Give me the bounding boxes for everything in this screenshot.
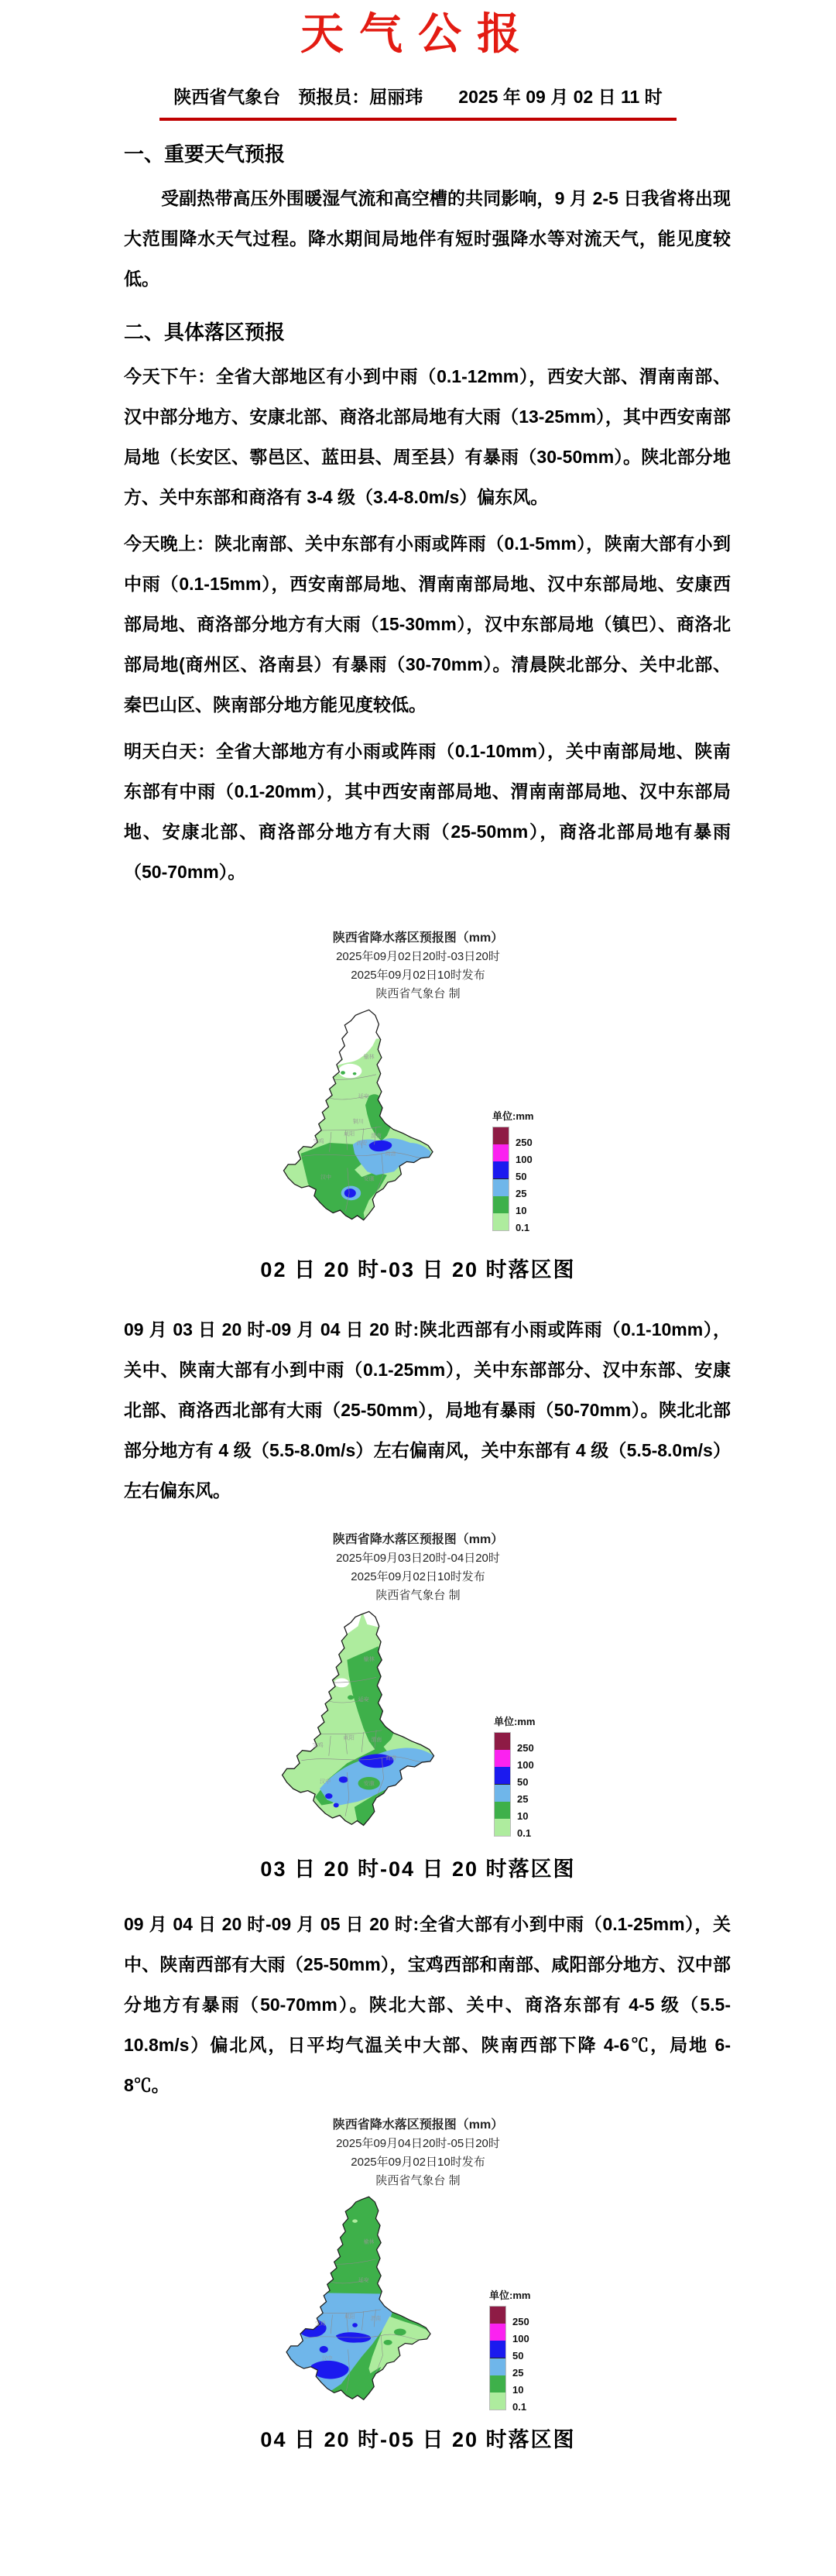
shaanxi-precip-map-2 [274,1610,457,1838]
map-city-label: 铜川 [352,1119,364,1125]
map3-issued: 2025年09月02日10时发布 [351,2156,485,2169]
map-city-label: 延安 [358,1094,369,1099]
map-city-label: 汉中 [322,2355,333,2362]
map-city-label: 榆林 [363,1054,375,1060]
forecast-text: 全省大部有小到中雨（0.1-25mm），关中、陕南西部有大雨（25-50mm），宝鸡西部和南部、咸阳部分地方、汉中部分地方有暴雨（50-70mm）。陕北大部、关中、商洛东部有 4-5 级（5.5-10.8m/s）偏北风，日平均气温关中大部、陕南西部下降 4-6℃，局地 6-8℃。 [124,1914,731,2095]
map-city-label: 咸阳 [343,1734,355,1741]
map3-credit: 陕西省气象台 制 [375,2174,461,2187]
map-city-label: 渭南 [371,1736,382,1743]
map-legend [492,1108,560,1231]
forecast-label: 09 月 04 日 20 时-09 月 05 日 20 时: [124,1914,420,1934]
legend-label: 50 [512,2350,524,2362]
map-city-label: 西安 [356,1141,368,1147]
legend-swatch-25-50 [493,1178,509,1196]
map-city-label: 榆林 [363,1656,375,1663]
forecast-text: 全省大部地方有小雨或阵雨（0.1-10mm），关中南部局地、陕南东部有中雨（0.1-20mm），其中西安南部局地、渭南南部局地、汉中东部局地、安康北部、商洛部分地方有大雨（25-50mm），商洛北部局地有暴雨（50-70mm）。 [124,741,731,882]
legend-swatch-10-25 [495,1802,510,1819]
forecast-label: 明天白天： [124,741,216,761]
map3-title: 陕西省降水落区预报图（mm） [332,2118,504,2132]
map-city-label: 汉中 [320,1779,331,1785]
map-legend [494,1713,562,1837]
legend-label: 100 [517,1759,534,1771]
forecast-tonight [124,523,731,725]
body-text-column [0,141,836,892]
map2-issued: 2025年09月02日10时发布 [351,1570,485,1583]
map1-caption: 02 日 20 时-03 日 20 时落区图 [260,1258,576,1281]
map-city-label: 渭南 [370,2316,382,2322]
issuer-line: 陕西省气象台 预报员：屈丽玮 2025 年 09 月 02 日 11 时 [159,85,676,121]
legend-swatch-gt250 [495,1733,510,1750]
legend-swatch-100-250 [490,2324,505,2341]
section-2-heading: 二、具体落区预报 [124,321,286,344]
legend-swatch-gt250 [490,2307,505,2324]
legend-swatch-25-50 [490,2358,505,2375]
map-city-label: 商洛 [385,1151,396,1158]
map1-issued: 2025年09月02日10时发布 [351,969,485,982]
map2-period: 2025年09月03日20时-04日20时 [336,1552,500,1565]
forecast-label: 今天晚上： [124,533,215,554]
forecast-today-pm [124,356,731,517]
legend-swatch-100-250 [493,1144,509,1161]
map-city-label: 宝鸡 [315,2321,326,2327]
legend-swatch-100-250 [495,1750,510,1767]
map3-caption: 04 日 20 时-05 日 20 时落区图 [260,2428,576,2451]
map-city-label: 咸阳 [344,2314,355,2320]
map-city-label: 榆林 [363,2239,375,2245]
map-city-label: 商洛 [385,1754,397,1761]
map-city-label: 咸阳 [344,1131,355,1137]
map3-row [279,2195,557,2412]
legend-label: 100 [512,2333,529,2344]
map2-caption: 03 日 20 时-04 日 20 时落区图 [260,1857,576,1881]
legend-label: 50 [517,1776,529,1788]
map-city-label: 宝鸡 [312,1742,324,1748]
map-city-label: 渭南 [370,1134,382,1140]
legend-color-bar [494,1732,511,1837]
legend-label: 0.1 [517,1827,532,1839]
overview-paragraph: 受副热带高压外围暖湿气流和高空槽的共同影响，9 月 2-5 日我省将出现大范围降水天气过程。降水期间局地伴有短时强降水等对流天气，能见度较低。 [124,188,731,289]
map2-title: 陕西省降水落区预报图（mm） [332,1533,504,1546]
forecast-text: 陕北西部有小雨或阵雨（0.1-10mm），关中、陕南大部有小到中雨（0.1-25mm），关中东部部分、汉中东部、安康北部、商洛西北部有大雨（25-50mm），局地有暴雨（50-70mm）。陕北北部部分地方有 4 级（5.5-8.0m/s）左右偏南风，关中东部有 4 级（5.5-8.0m/s）左右偏东风。 [124,1319,731,1501]
forecast-text: 陕北南部、关中东部有小雨或阵雨（0.1-5mm），陕南大部有小到中雨（0.1-15mm），西安南部局地、渭南南部局地、汉中东部局地、安康西部局地、商洛部分地方有大雨（15-30mm），汉中东部局地（镇巴）、商洛北部局地(商州区、洛南县）有暴雨（30-70mm）。清晨陕北部分、关中北部、秦巴山区、陕南部分地方能见度较低。 [124,533,731,715]
subheader-row [0,85,836,121]
legend-swatch-10-25 [493,1196,509,1213]
legend-label: 0.1 [512,2401,527,2413]
legend-swatch-0.1-10 [495,1819,510,1836]
map3-period: 2025年09月04日20时-05日20时 [336,2137,500,2150]
legend-label: 10 [517,1810,529,1822]
legend-title: 单位:mm [489,2290,531,2301]
legend-label: 10 [516,1205,527,1216]
legend-swatch-50-100 [490,2341,505,2358]
forecast-day3 [124,1309,731,1511]
legend-label: 0.1 [516,1222,530,1233]
forecast-text: 全省大部地区有小到中雨（0.1-12mm），西安大部、渭南南部、汉中部分地方、安康北部、商洛北部局地有大雨（13-25mm），其中西安南部局地（长安区、鄠邑区、蓝田县、周至县）有暴雨（30-50mm）。陕北部分地方、关中东部和商洛有 3-4 级（3.4-8.0m/s）偏东风。 [124,366,731,507]
map2-credit: 陕西省气象台 制 [375,1589,461,1602]
map-city-label: 安康 [363,1780,375,1787]
legend-label: 50 [516,1171,527,1182]
map2-row [274,1610,562,1838]
legend-title: 单位:mm [494,1716,536,1727]
legend-swatch-gt250 [493,1127,509,1144]
legend-label: 250 [512,2316,529,2327]
map-legend [489,2287,557,2413]
map-city-label: 延安 [358,2278,369,2283]
legend-color-bar [489,2306,506,2410]
legend-title: 单位:mm [492,1110,534,1122]
legend-swatch-0.1-10 [490,2392,505,2410]
precip-map-figure-2 [31,1531,805,1882]
map-city-label: 宝鸡 [313,1139,324,1144]
legend-swatch-0.1-10 [493,1213,509,1230]
map1-row [276,1008,560,1233]
forecast-label: 09 月 03 日 20 时-09 月 04 日 20 时: [124,1319,420,1339]
legend-swatch-50-100 [495,1767,510,1784]
forecast-day4 [124,1904,731,2105]
section-1-heading: 一、重要天气预报 [124,142,286,166]
legend-label: 25 [516,1188,527,1199]
legend-label: 10 [512,2384,524,2396]
legend-label: 25 [517,1793,529,1805]
precip-map-figure-1 [31,929,805,1283]
page-title: 天气公报 [300,9,536,58]
map1-credit: 陕西省气象台 制 [375,987,461,1000]
forecast-tomorrow [124,731,731,892]
legend-color-bar [492,1127,509,1231]
legend-swatch-50-100 [493,1161,509,1178]
forecast-label: 今天下午： [124,366,216,386]
body-text-column [0,1904,836,2105]
map-city-label: 延安 [358,1696,369,1703]
shaanxi-precip-map-3 [279,2195,452,2412]
map1-title: 陕西省降水落区预报图（mm） [332,931,504,945]
legend-swatch-10-25 [490,2375,505,2392]
legend-label: 25 [512,2367,524,2379]
legend-label: 250 [517,1742,534,1754]
legend-swatch-25-50 [495,1784,510,1802]
map-city-label: 汉中 [320,1175,331,1181]
precip-map-figure-3 [31,2116,805,2461]
map1-period: 2025年09月02日20时-03日20时 [336,950,500,963]
legend-label: 250 [516,1137,533,1148]
map-city-label: 安康 [363,1176,375,1182]
shaanxi-precip-map-1 [276,1008,455,1233]
legend-label: 100 [516,1154,533,1165]
body-text-column [0,1309,836,1511]
